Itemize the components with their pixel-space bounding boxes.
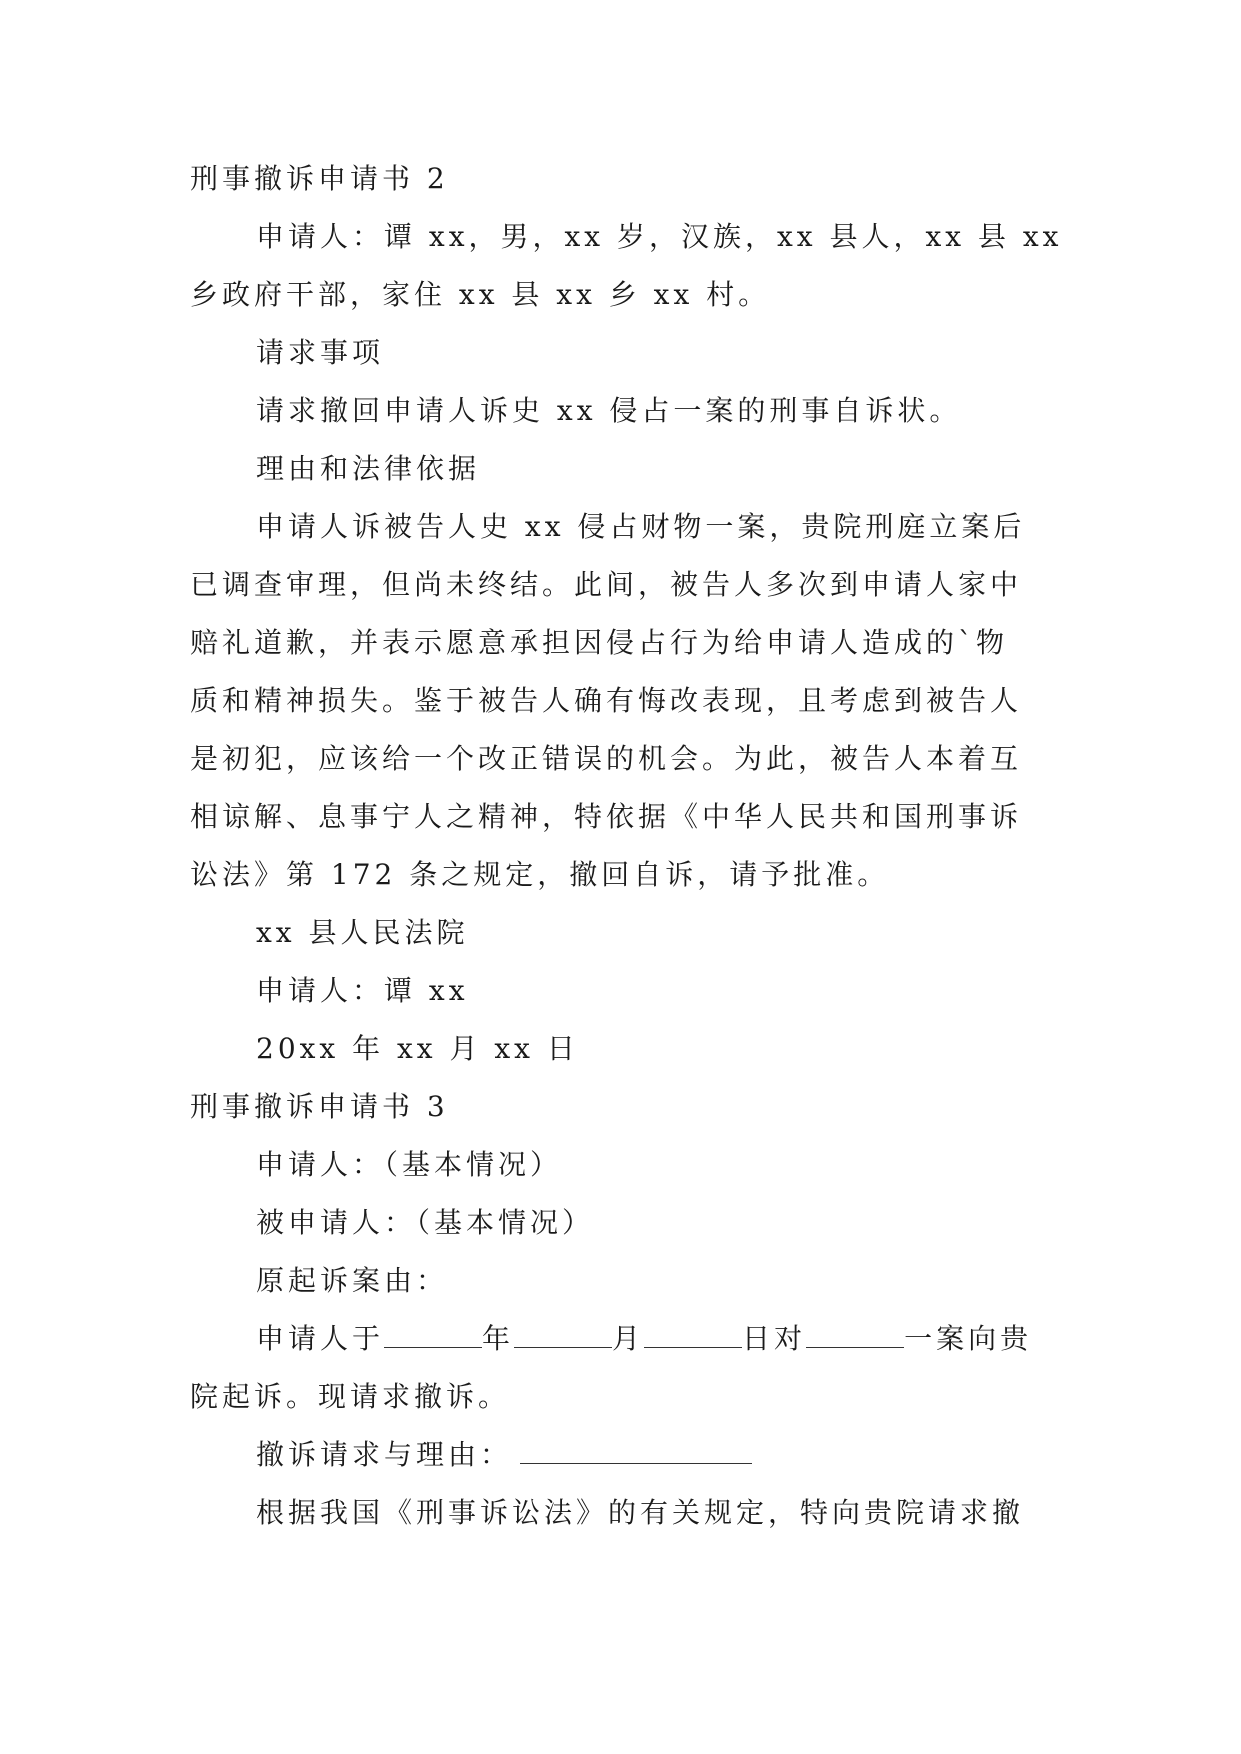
doc2-applicant-line1: 申请人：谭 xx，男，xx 岁，汉族，xx 县人，xx 县 xx <box>256 220 1063 253</box>
doc3-filing-line2: 院起诉。现请求撤诉。 <box>190 1380 511 1413</box>
doc2-court: xx 县人民法院 <box>256 916 469 949</box>
blank-line <box>514 1317 612 1348</box>
blank-line <box>644 1317 742 1348</box>
doc2-applicant-line2: 乡政府干部，家住 xx 县 xx 乡 xx 村。 <box>190 278 771 311</box>
doc3-original-case: 原起诉案由： <box>256 1264 449 1297</box>
blank-line <box>806 1317 904 1348</box>
doc3-respondent: 被申请人：（基本情况） <box>256 1206 595 1239</box>
doc2-reason-line: 赔礼道歉，并表示愿意承担因侵占行为给申请人造成的`物 <box>190 626 1009 659</box>
doc2-title: 刑事撤诉申请书 2 <box>190 162 449 195</box>
filing-text-part: 日对 <box>742 1322 807 1355</box>
withdraw-reason-label: 撤诉请求与理由： <box>256 1438 513 1471</box>
doc3-applicant: 申请人：（基本情况） <box>256 1148 563 1181</box>
doc2-reason-line: 是初犯，应该给一个改正错误的机会。为此，被告人本着互 <box>190 742 1023 775</box>
doc2-reason-line: 已调查审理，但尚未终结。此间，被告人多次到申请人家中 <box>190 568 1023 601</box>
document-page <box>190 150 1063 1542</box>
filing-text-part: 月 <box>612 1322 645 1355</box>
doc3-basis-text: 根据我国《刑事诉讼法》的有关规定，特向贵院请求撤 <box>256 1496 1025 1529</box>
filing-text-part: 年 <box>482 1322 515 1355</box>
doc2-reason-line: 相谅解、息事宁人之精神，特依据《中华人民共和国刑事诉 <box>190 800 1023 833</box>
blank-line <box>384 1317 482 1348</box>
filing-text-part: 申请人于 <box>256 1322 385 1355</box>
doc2-reason-heading: 理由和法律依据 <box>256 452 481 485</box>
doc2-request-heading: 请求事项 <box>256 336 385 369</box>
doc2-reason-line: 申请人诉被告人史 xx 侵占财物一案，贵院刑庭立案后 <box>256 510 1026 543</box>
doc2-reason-line: 讼法》第 172 条之规定，撤回自诉，请予批准。 <box>190 858 890 891</box>
doc3-withdraw-reason <box>190 1426 1050 1484</box>
doc2-request-text: 请求撤回申请人诉史 xx 侵占一案的刑事自诉状。 <box>256 394 962 427</box>
doc2-date: 20xx 年 xx 月 xx 日 <box>256 1032 579 1065</box>
doc3-title: 刑事撤诉申请书 3 <box>190 1090 449 1123</box>
doc3-filing-line1 <box>190 1310 1050 1368</box>
doc2-reason-line: 质和精神损失。鉴于被告人确有悔改表现，且考虑到被告人 <box>190 684 1023 717</box>
doc2-signature: 申请人：谭 xx <box>256 974 469 1007</box>
blank-line <box>520 1433 752 1464</box>
filing-text-part: 一案向贵 <box>904 1322 1033 1355</box>
